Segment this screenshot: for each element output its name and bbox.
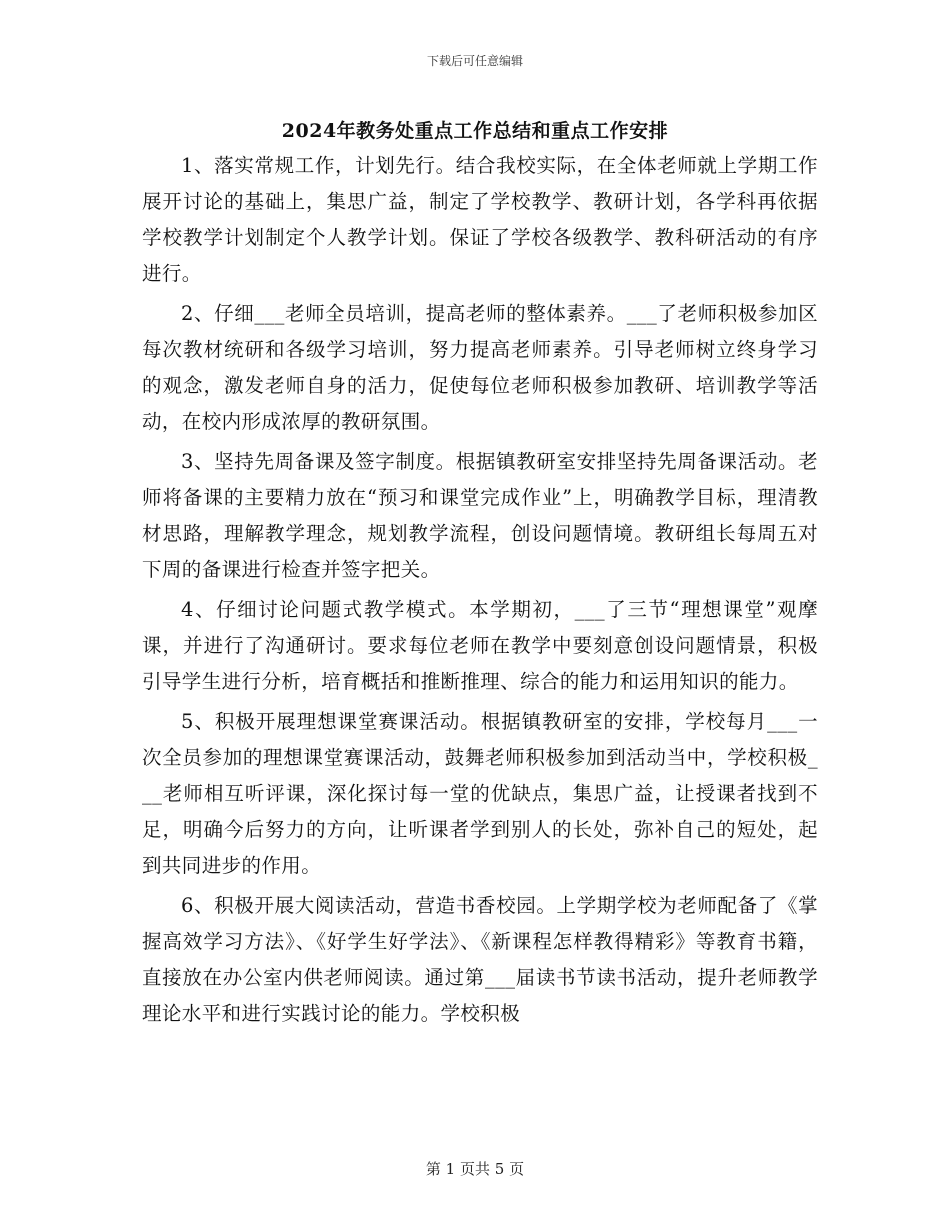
page-header-note: 下载后可任意编辑 (426, 54, 523, 68)
paragraph-2: 2、仔细___老师全员培训，提高老师的整体素养。___了老师积极参加区每次教材统研和各级学习培训，努力提高老师素养。引导老师树立终身学习的观念，激发老师自身的活力，促使每位老师积极参加教研、培训教学等活动，在校内形成浓厚的教研氛围。 (142, 302, 818, 433)
page-number: 第 1 页共 5 页 (425, 1160, 525, 1178)
document-body (142, 148, 818, 1036)
document-title: 2024年教务处重点工作总结和重点工作安排 (281, 120, 669, 142)
paragraph-3: 3、坚持先周备课及签字制度。根据镇教研室安排坚持先周备课活动。老师将备课的主要精力放在“预习和课堂完成作业”上，明确教学目标，理清教材思路，理解教学理念，规划教学流程，创设问题情境。教研组长每周五对下周的备课进行检查并签字把关。 (142, 450, 818, 581)
paragraph-1: 1、落实常规工作，计划先行。结合我校实际，在全体老师就上学期工作展开讨论的基础上，集思广益，制定了学校教学、教研计划，各学科再依据学校教学计划制定个人教学计划。保证了学校各级教学、教科研活动的有序进行。 (142, 154, 818, 285)
paragraph-5: 5、积极开展理想课堂赛课活动。根据镇教研室的安排，学校每月___一次全员参加的理想课堂赛课活动，鼓舞老师积极参加到活动当中，学校积极___老师相互听评课，深化探讨每一堂的优缺点，集思广益，让授课者找到不足，明确今后努力的方向，让听课者学到别人的长处，弥补自己的短处，起到共同进步的作用。 (142, 710, 818, 877)
paragraph-4: 4、仔细讨论问题式教学模式。本学期初，___了三节“理想课堂”观摩课，并进行了沟通研讨。要求每位老师在教学中要刻意创设问题情景，积极引导学生进行分析，培育概括和推断推理、综合的能力和运用知识的能力。 (142, 598, 818, 693)
paragraph-6: 6、积极开展大阅读活动，营造书香校园。上学期学校为老师配备了《掌握高效学习方法》、《好学生好学法》、《新课程怎样教得精彩》等教育书籍，直接放在办公室内供老师阅读。通过第___届读书节读书活动，提升老师教学理论水平和进行实践讨论的能力。学校积极 (142, 894, 818, 1025)
